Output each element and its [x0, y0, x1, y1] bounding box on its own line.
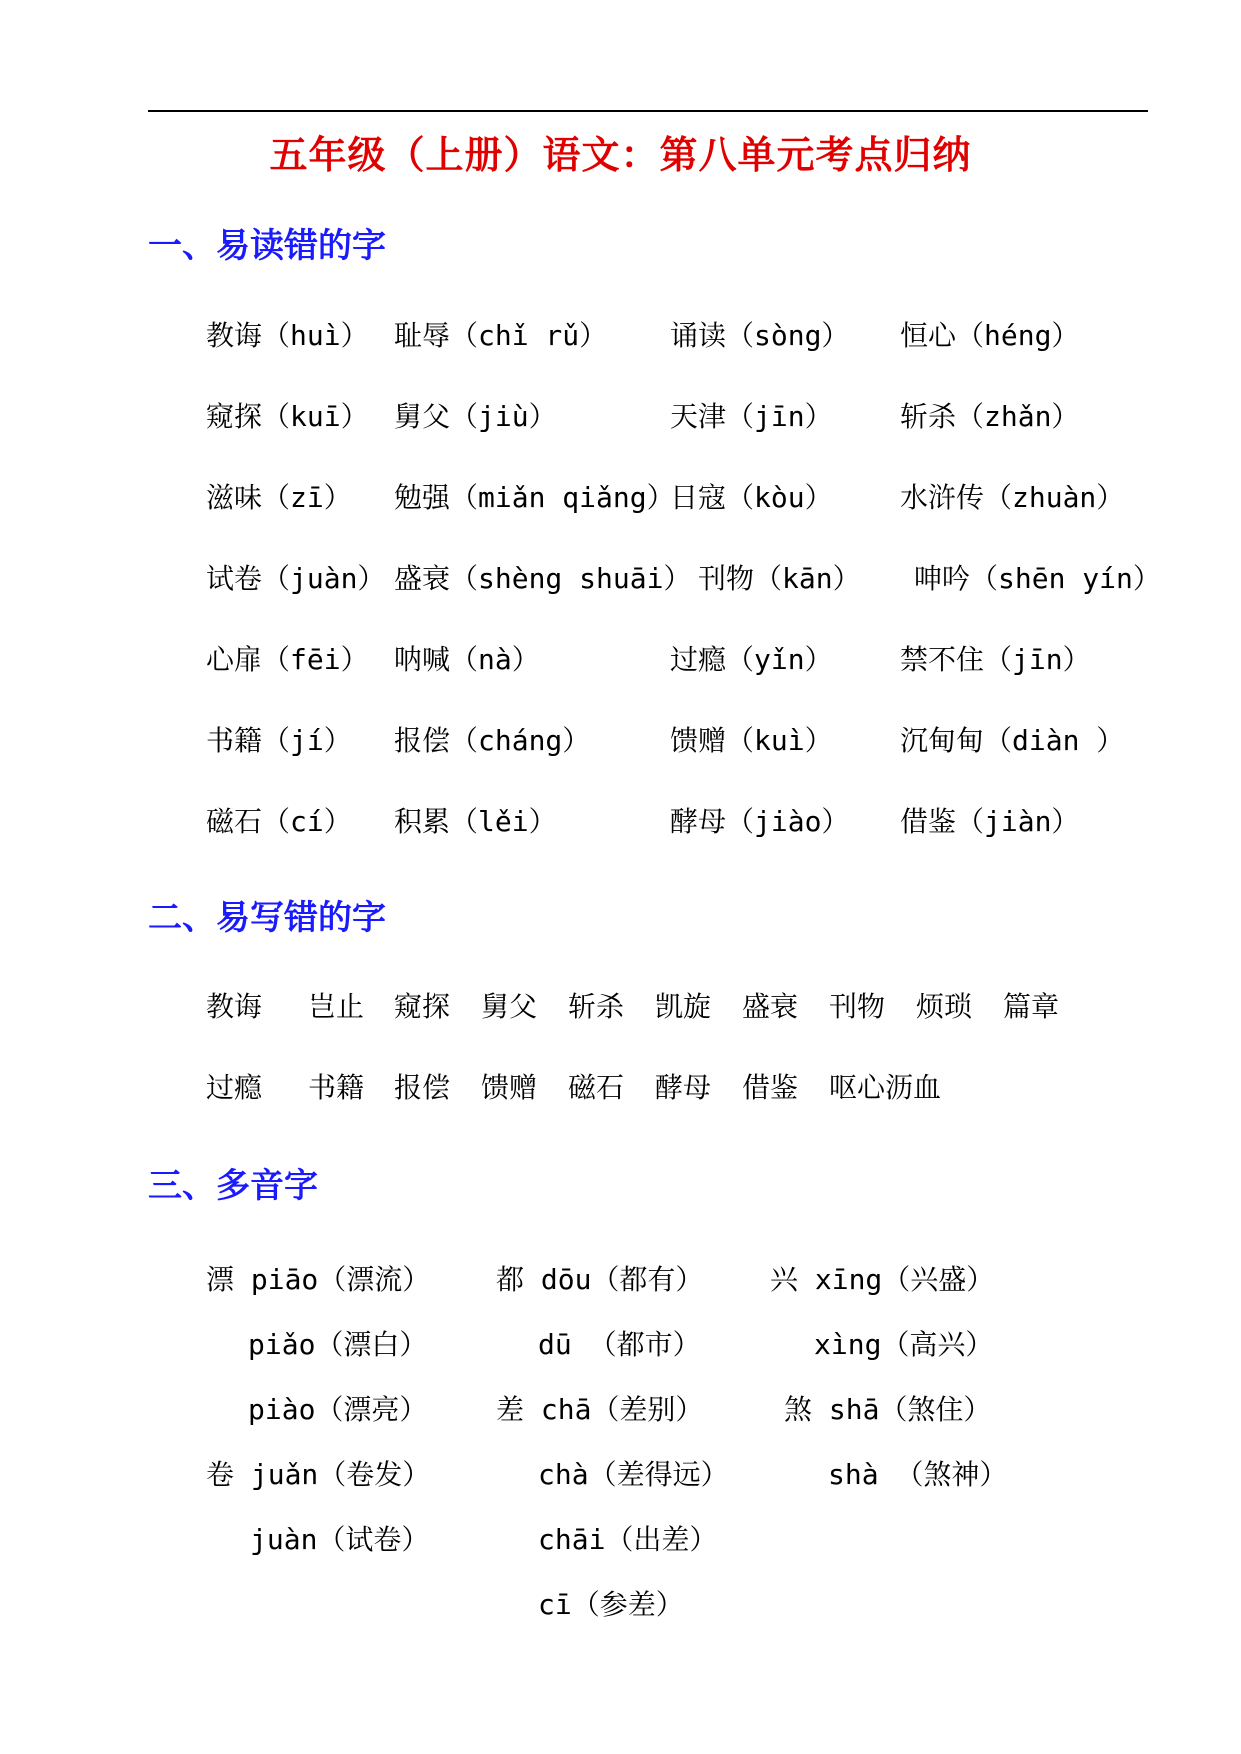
miswritten-word: 教诲 — [206, 990, 263, 1023]
polyphonic-entry: 差 chā（差别） — [496, 1393, 704, 1426]
misread-item: 呐喊（nà） — [394, 643, 540, 676]
miswritten-word: 烦琐 — [916, 990, 973, 1023]
misread-item: 积累（lěi） — [394, 805, 557, 838]
polyphonic-entry: 兴 xīng（兴盛） — [770, 1263, 995, 1296]
misread-item: 借鉴（jiàn） — [900, 805, 1080, 838]
polyphonic-entry: 漂 piāo（漂流） — [206, 1263, 431, 1296]
miswritten-word: 呕心沥血 — [829, 1071, 942, 1104]
miswritten-word: 刊物 — [829, 990, 886, 1023]
polyphonic-entry: cī（参差） — [538, 1588, 684, 1621]
misread-item: 禁不住（jīn） — [900, 643, 1091, 676]
misread-item: 沉甸甸（diàn ） — [900, 724, 1125, 757]
polyphonic-entry: shà （煞神） — [828, 1458, 1008, 1491]
miswritten-word: 酵母 — [655, 1071, 712, 1104]
miswritten-word: 舅父 — [481, 990, 538, 1023]
misread-item: 斩杀（zhǎn） — [900, 400, 1080, 433]
misread-item: 试卷（juàn） — [206, 562, 386, 595]
polyphonic-entry: piào（漂亮） — [248, 1393, 428, 1426]
polyphonic-entry: chāi（出差） — [538, 1523, 718, 1556]
polyphonic-entry: chà（差得远） — [538, 1458, 729, 1491]
polyphonic-entry: juàn（试卷） — [250, 1523, 430, 1556]
miswritten-word: 窥探 — [394, 990, 451, 1023]
miswritten-word: 磁石 — [568, 1071, 625, 1104]
miswritten-word: 馈赠 — [481, 1071, 538, 1104]
misread-item: 过瘾（yǐn） — [670, 643, 833, 676]
miswritten-word: 报偿 — [394, 1071, 451, 1104]
misread-item: 滋味（zī） — [206, 481, 352, 514]
misread-item: 磁石（cí） — [206, 805, 352, 838]
misread-item: 诵读（sòng） — [670, 319, 850, 352]
miswritten-word: 书籍 — [308, 1071, 365, 1104]
misread-item: 酵母（jiào） — [670, 805, 850, 838]
miswritten-word: 过瘾 — [206, 1071, 263, 1104]
misread-item: 耻辱（chǐ rǔ） — [394, 319, 608, 352]
misread-item: 盛衰（shèng shuāi） — [394, 562, 692, 595]
misread-item: 呻吟（shēn yín） — [914, 562, 1161, 595]
misread-item: 报偿（cháng） — [394, 724, 591, 757]
misread-item: 馈赠（kuì） — [670, 724, 833, 757]
misread-item: 书籍（jí） — [206, 724, 352, 757]
miswritten-word: 凯旋 — [655, 990, 712, 1023]
misread-item: 窥探（kuī） — [206, 400, 369, 433]
page-title: 五年级（上册）语文：第八单元考点归纳 — [269, 132, 972, 177]
section-heading-misread: 一、易读错的字 — [148, 226, 386, 266]
polyphonic-entry: xìng（高兴） — [814, 1328, 994, 1361]
polyphonic-entry: 都 dōu（都有） — [496, 1263, 704, 1296]
miswritten-word: 篇章 — [1003, 990, 1060, 1023]
misread-item: 日寇（kòu） — [670, 481, 833, 514]
miswritten-word: 斩杀 — [568, 990, 625, 1023]
misread-item: 刊物（kān） — [698, 562, 861, 595]
miswritten-word: 岂止 — [308, 990, 365, 1023]
top-rule — [148, 110, 1148, 112]
misread-item: 恒心（héng） — [900, 319, 1080, 352]
misread-item: 教诲（huì） — [206, 319, 369, 352]
misread-item: 水浒传（zhuàn） — [900, 481, 1125, 514]
miswritten-word: 盛衰 — [742, 990, 799, 1023]
polyphonic-entry: piǎo（漂白） — [248, 1328, 428, 1361]
polyphonic-entry: 卷 juǎn（卷发） — [206, 1458, 431, 1491]
misread-item: 舅父（jiù） — [394, 400, 557, 433]
polyphonic-entry: dū （都市） — [538, 1328, 701, 1361]
misread-item: 天津（jīn） — [670, 400, 833, 433]
section-heading-polyphonic: 三、多音字 — [148, 1166, 318, 1206]
misread-item: 勉强（miǎn qiǎng） — [394, 481, 675, 514]
misread-item: 心扉（fēi） — [206, 643, 369, 676]
section-heading-miswritten: 二、易写错的字 — [148, 898, 386, 938]
polyphonic-entry: 煞 shā（煞住） — [784, 1393, 992, 1426]
miswritten-word: 借鉴 — [742, 1071, 799, 1104]
